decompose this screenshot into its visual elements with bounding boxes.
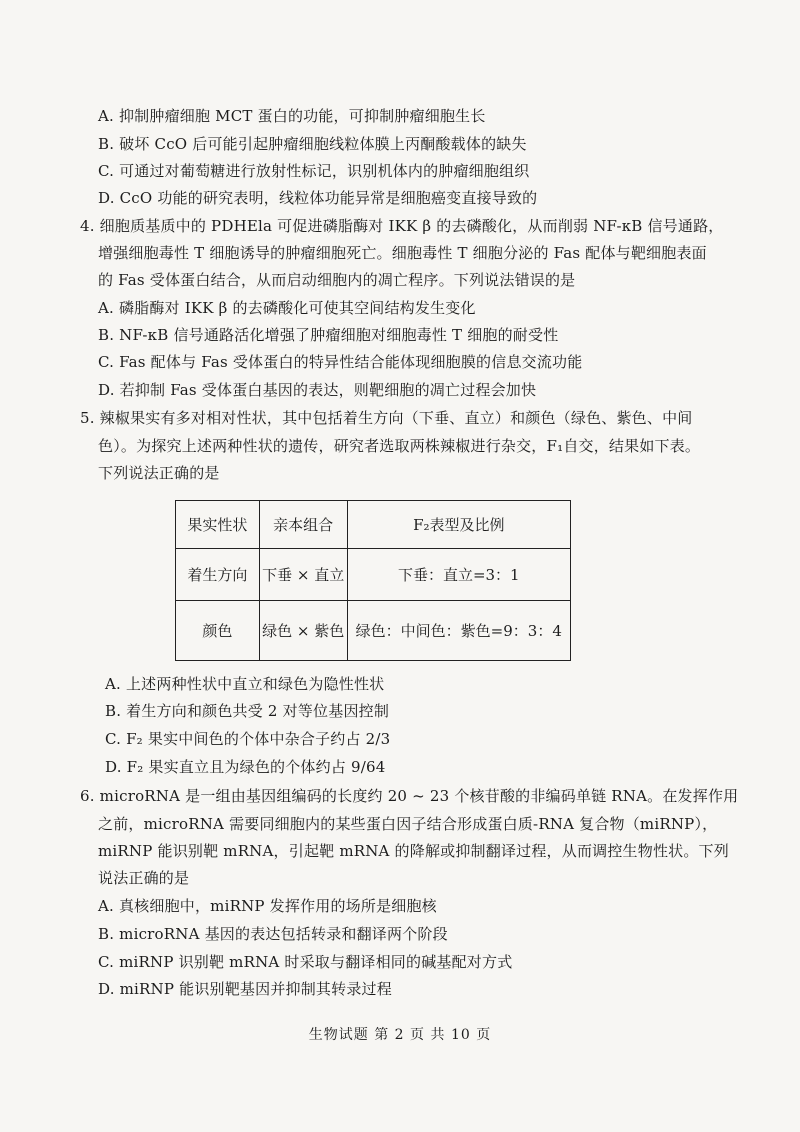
q4-option-b: B. NF-κB 信号通路活化增强了肿瘤细胞对细胞毒性 T 细胞的耐受性 bbox=[98, 326, 559, 344]
q5-stem-line: 5. 辣椒果实有多对相对性状，其中包括着生方向（下垂、直立）和颜色（绿色、紫色、中间 bbox=[80, 409, 693, 427]
q4-stem-line: 的 Fas 受体蛋白结合，从而启动细胞内的凋亡程序。下列说法错误的是 bbox=[98, 271, 576, 289]
q5-stem-line: 色）。为探究上述两种性状的遗传，研究者选取两株辣椒进行杂交，F₁自交，结果如下表。 bbox=[98, 437, 701, 455]
q5-option-c: C. F₂ 果实中间色的个体中杂合子约占 2/3 bbox=[105, 730, 391, 748]
table-cell: 颜色 bbox=[176, 601, 260, 661]
table-cell: 下垂 × 直立 bbox=[259, 549, 347, 601]
page-footer: 生物试题 第 2 页 共 10 页 bbox=[308, 1027, 492, 1043]
q6-stem-line: 说法正确的是 bbox=[98, 869, 190, 887]
table-cell: 绿色 × 紫色 bbox=[259, 601, 347, 661]
q5-option-b: B. 着生方向和颜色共受 2 对等位基因控制 bbox=[105, 702, 390, 720]
q6-stem-line: 之前，microRNA 需要同细胞内的某些蛋白因子结合形成蛋白质-RNA 复合物（miRNP）， bbox=[98, 815, 718, 833]
table-cell: 下垂：直立=3：1 bbox=[347, 549, 570, 601]
q6-option-d: D. miRNP 能识别靶基因并抑制其转录过程 bbox=[98, 980, 392, 998]
q5-stem-line: 下列说法正确的是 bbox=[98, 464, 220, 482]
q6-option-a: A. 真核细胞中，miRNP 发挥作用的场所是细胞核 bbox=[98, 897, 437, 915]
q3-option-d: D. CcO 功能的研究表明，线粒体功能异常是细胞癌变直接导致的 bbox=[98, 189, 538, 207]
q3-option-a: A. 抑制肿瘤细胞 MCT 蛋白的功能，可抑制肿瘤细胞生长 bbox=[98, 107, 486, 125]
q4-option-c: C. Fas 配体与 Fas 受体蛋白的特异性结合能体现细胞膜的信息交流功能 bbox=[98, 353, 583, 371]
table-cell: 着生方向 bbox=[176, 549, 260, 601]
q5-option-a: A. 上述两种性状中直立和绿色为隐性性状 bbox=[105, 675, 385, 693]
table-header-row bbox=[176, 501, 571, 549]
table-header-cell: 亲本组合 bbox=[259, 501, 347, 549]
q6-stem-line: 6. microRNA 是一组由基因组编码的长度约 20 ~ 23 个核苷酸的非编码单链 RNA。在发挥作用 bbox=[80, 787, 739, 805]
q3-option-b: B. 破坏 CcO 后可能引起肿瘤细胞线粒体膜上丙酮酸载体的缺失 bbox=[98, 135, 527, 153]
q6-stem-line: miRNP 能识别靶 mRNA，引起靶 mRNA 的降解或抑制翻译过程，从而调控生物性状。下列 bbox=[98, 842, 729, 860]
q6-option-b: B. microRNA 基因的表达包括转录和翻译两个阶段 bbox=[98, 925, 448, 943]
table-row bbox=[176, 601, 571, 661]
q4-option-d: D. 若抑制 Fas 受体蛋白基因的表达，则靶细胞的凋亡过程会加快 bbox=[98, 381, 537, 399]
q6-option-c: C. miRNP 识别靶 mRNA 时采取与翻译相同的碱基配对方式 bbox=[98, 953, 513, 971]
q4-stem-line: 4. 细胞质基质中的 PDHEla 可促进磷脂酶对 IKK β 的去磷酸化，从而削弱 NF-κB 信号通路， bbox=[80, 217, 724, 235]
table-header-cell: F₂表型及比例 bbox=[347, 501, 570, 549]
trait-table bbox=[175, 500, 571, 661]
q4-option-a: A. 磷脂酶对 IKK β 的去磷酸化可使其空间结构发生变化 bbox=[98, 299, 476, 317]
q5-option-d: D. F₂ 果实直立且为绿色的个体约占 9/64 bbox=[105, 758, 386, 776]
table-header-cell: 果实性状 bbox=[176, 501, 260, 549]
table-cell: 绿色：中间色：紫色=9：3：4 bbox=[347, 601, 570, 661]
q3-option-c: C. 可通过对葡萄糖进行放射性标记，识别机体内的肿瘤细胞组织 bbox=[98, 162, 530, 180]
q4-stem-line: 增强细胞毒性 T 细胞诱导的肿瘤细胞死亡。细胞毒性 T 细胞分泌的 Fas 配体与靶细胞表面 bbox=[98, 244, 707, 262]
table-row bbox=[176, 549, 571, 601]
